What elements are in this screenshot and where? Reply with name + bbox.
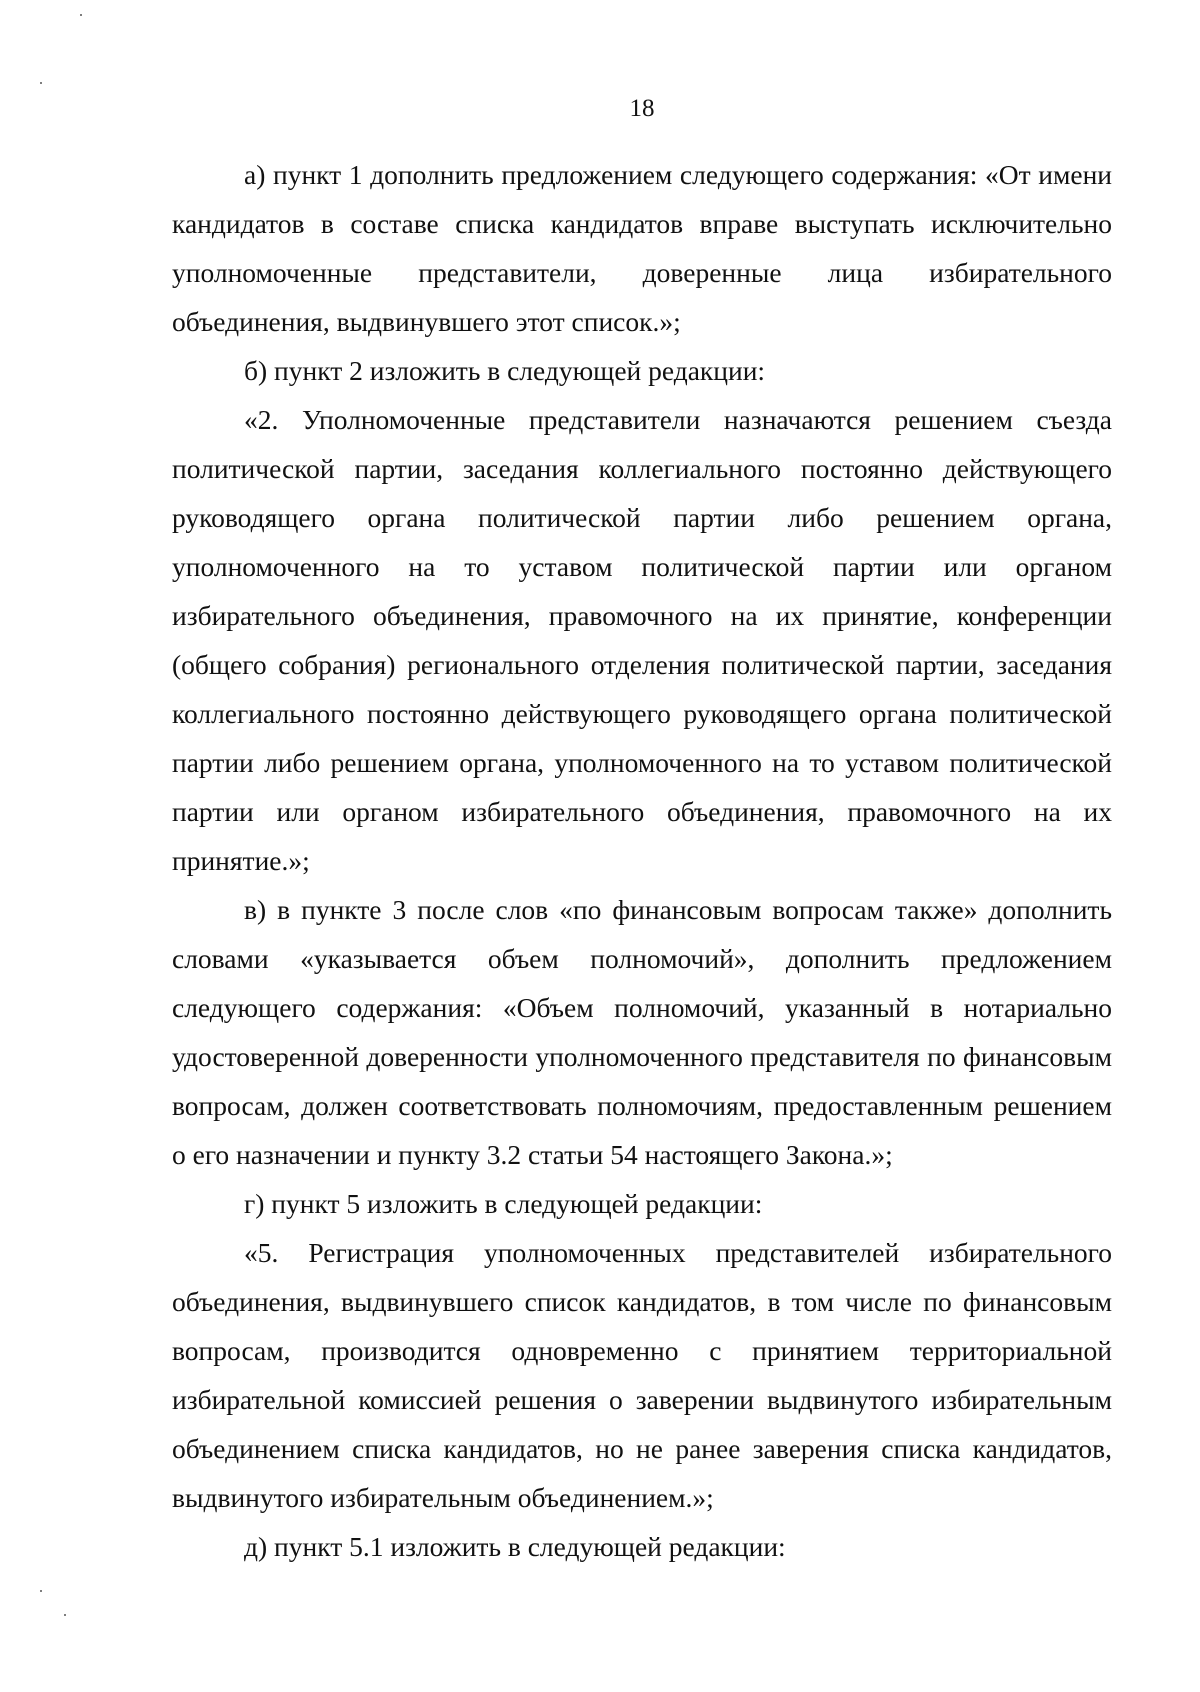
- paragraph-item-v: в) в пункте 3 после слов «по финансовым вопросам также» дополнить словами «указывается объем полномочий», дополнить предложением следующего содержания: «Объем полномочий, указанный в нотариально удостоверенной доверенности уполномоченного представителя по финансовым вопросам, должен соответствовать полномочиям, предоставленным решением о его назначении и пункту 3.2 статьи 54 настоящего Закона.»;: [172, 894, 1112, 1170]
- scan-speck: [40, 1590, 42, 1592]
- paragraph-item-2-text: «2. Уполномоченные представители назначаются решением съезда политической партии, заседания коллегиального постоянно действующего руководящего органа политической партии либо решением органа, уполномоченного на то уставом политической партии или органом избирательного объединения, правомочного на их принятие, конференции (общего собрания) регионального отделения политической партии, заседания коллегиального постоянно действующего руководящего органа политической партии либо решением органа, уполномоченного на то уставом политической партии или органом избирательного объединения, правомочного на их принятие.»;: [172, 404, 1112, 876]
- paragraph-item-d: д) пункт 5.1 изложить в следующей редакции:: [244, 1531, 786, 1562]
- scan-speck: [80, 14, 82, 16]
- document-body: [172, 150, 1112, 1571]
- page-number: 18: [629, 95, 655, 122]
- paragraph-item-g: г) пункт 5 изложить в следующей редакции:: [244, 1188, 763, 1219]
- paragraph-item-a: а) пункт 1 дополнить предложением следующего содержания: «От имени кандидатов в составе списка кандидатов вправе выступать исключительно уполномоченные представители, доверенные лица избирательного объединения, выдвинувшего этот список.»;: [172, 159, 1112, 337]
- scan-speck: [64, 1614, 66, 1616]
- paragraph-item-b: б) пункт 2 изложить в следующей редакции:: [244, 355, 766, 386]
- paragraph-item-5-text: «5. Регистрация уполномоченных представителей избирательного объединения, выдвинувшего список кандидатов, в том числе по финансовым вопросам, производится одновременно с принятием территориальной избирательной комиссией решения о заверении выдвинутого избирательным объединением списка кандидатов, но не ранее заверения списка кандидатов, выдвинутого избирательным объединением.»;: [172, 1237, 1112, 1513]
- scan-speck: [40, 82, 42, 84]
